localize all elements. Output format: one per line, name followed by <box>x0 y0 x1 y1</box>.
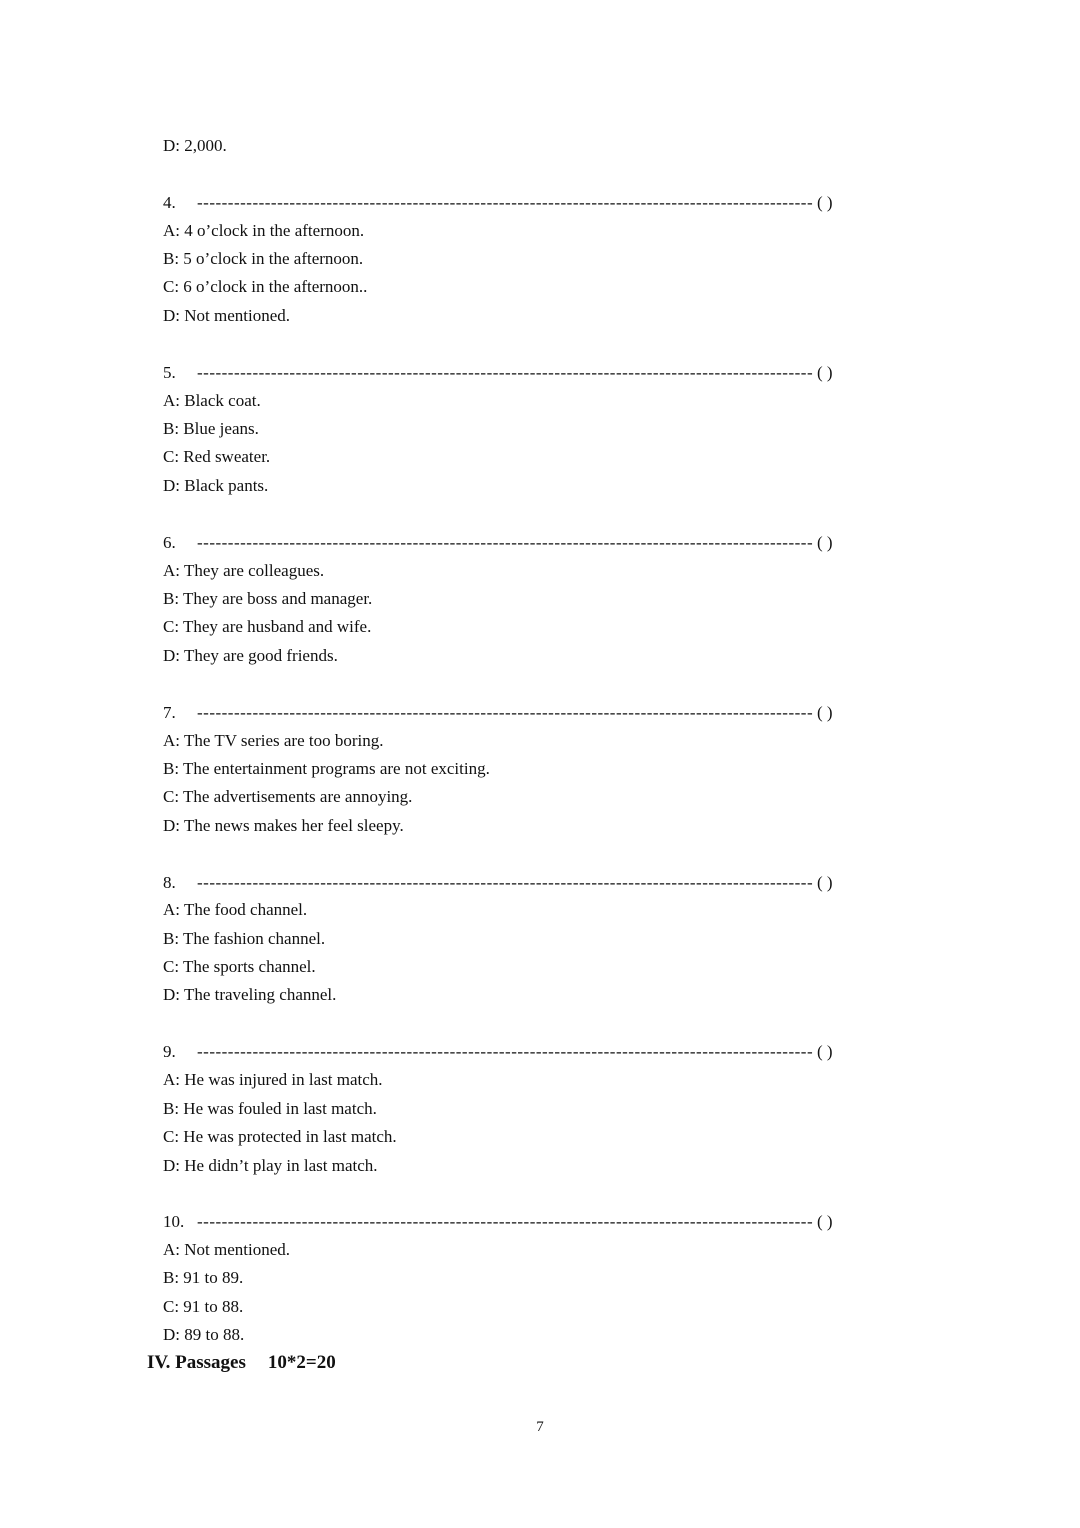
answer-bracket: ( ) <box>817 193 833 212</box>
answer-option: D: 2,000. <box>163 136 227 155</box>
question-header <box>163 1042 853 1062</box>
answer-bracket: ( ) <box>817 1042 833 1061</box>
question-header <box>163 873 853 893</box>
question-number: 7. <box>163 703 176 722</box>
answer-option: A: The TV series are too boring. <box>163 731 384 750</box>
answer-option: D: The traveling channel. <box>163 985 337 1004</box>
question-header <box>163 363 853 383</box>
answer-option: B: They are boss and manager. <box>163 589 373 608</box>
question-number: 6. <box>163 533 176 552</box>
answer-option: D: 89 to 88. <box>163 1325 245 1344</box>
answer-dash-line: ---------------------------------------------------------------------------------------------------- <box>197 1212 814 1231</box>
answer-option: A: They are colleagues. <box>163 561 325 580</box>
answer-dash-line: ---------------------------------------------------------------------------------------------------- <box>197 363 814 382</box>
answer-dash-line: ---------------------------------------------------------------------------------------------------- <box>197 193 814 212</box>
answer-option: D: Not mentioned. <box>163 306 291 325</box>
answer-dash-line: ---------------------------------------------------------------------------------------------------- <box>197 873 814 892</box>
answer-option: B: He was fouled in last match. <box>163 1099 377 1118</box>
answer-option: A: Not mentioned. <box>163 1240 291 1259</box>
question-header <box>163 703 853 723</box>
answer-option: A: The food channel. <box>163 900 308 919</box>
answer-option: C: The advertisements are annoying. <box>163 787 413 806</box>
answer-option: A: Black coat. <box>163 391 261 410</box>
answer-bracket: ( ) <box>817 703 833 722</box>
section-heading <box>147 1352 336 1374</box>
section-title: IV. Passages <box>147 1352 246 1373</box>
answer-bracket: ( ) <box>817 363 833 382</box>
page-number: 7 <box>536 1419 544 1435</box>
answer-option: C: 6 o’clock in the afternoon.. <box>163 277 368 296</box>
answer-option: B: 5 o’clock in the afternoon. <box>163 249 364 268</box>
answer-option: B: The entertainment programs are not exciting. <box>163 759 490 778</box>
question-number: 8. <box>163 873 176 892</box>
question-number: 5. <box>163 363 176 382</box>
answer-bracket: ( ) <box>817 873 833 892</box>
answer-dash-line: ---------------------------------------------------------------------------------------------------- <box>197 533 814 552</box>
question-number: 10. <box>163 1212 185 1231</box>
answer-option: C: 91 to 88. <box>163 1297 244 1316</box>
question-number: 9. <box>163 1042 176 1061</box>
answer-option: C: Red sweater. <box>163 447 271 466</box>
answer-option: A: He was injured in last match. <box>163 1070 383 1089</box>
question-header <box>163 193 853 213</box>
answer-bracket: ( ) <box>817 533 833 552</box>
answer-dash-line: ---------------------------------------------------------------------------------------------------- <box>197 703 814 722</box>
answer-dash-line: ---------------------------------------------------------------------------------------------------- <box>197 1042 814 1061</box>
answer-bracket: ( ) <box>817 1212 833 1231</box>
answer-option: D: He didn’t play in last match. <box>163 1156 378 1175</box>
answer-option: B: Blue jeans. <box>163 419 259 438</box>
question-header <box>163 1212 853 1232</box>
answer-option: D: Black pants. <box>163 476 269 495</box>
answer-option: B: 91 to 89. <box>163 1268 244 1287</box>
section-score: 10*2=20 <box>267 1352 336 1373</box>
answer-option: D: They are good friends. <box>163 646 338 665</box>
answer-option: B: The fashion channel. <box>163 929 326 948</box>
answer-option: C: He was protected in last match. <box>163 1127 397 1146</box>
question-header <box>163 533 853 553</box>
question-number: 4. <box>163 193 176 212</box>
answer-option: C: They are husband and wife. <box>163 617 372 636</box>
answer-option: D: The news makes her feel sleepy. <box>163 816 404 835</box>
answer-option: A: 4 o’clock in the afternoon. <box>163 221 365 240</box>
answer-option: C: The sports channel. <box>163 957 316 976</box>
